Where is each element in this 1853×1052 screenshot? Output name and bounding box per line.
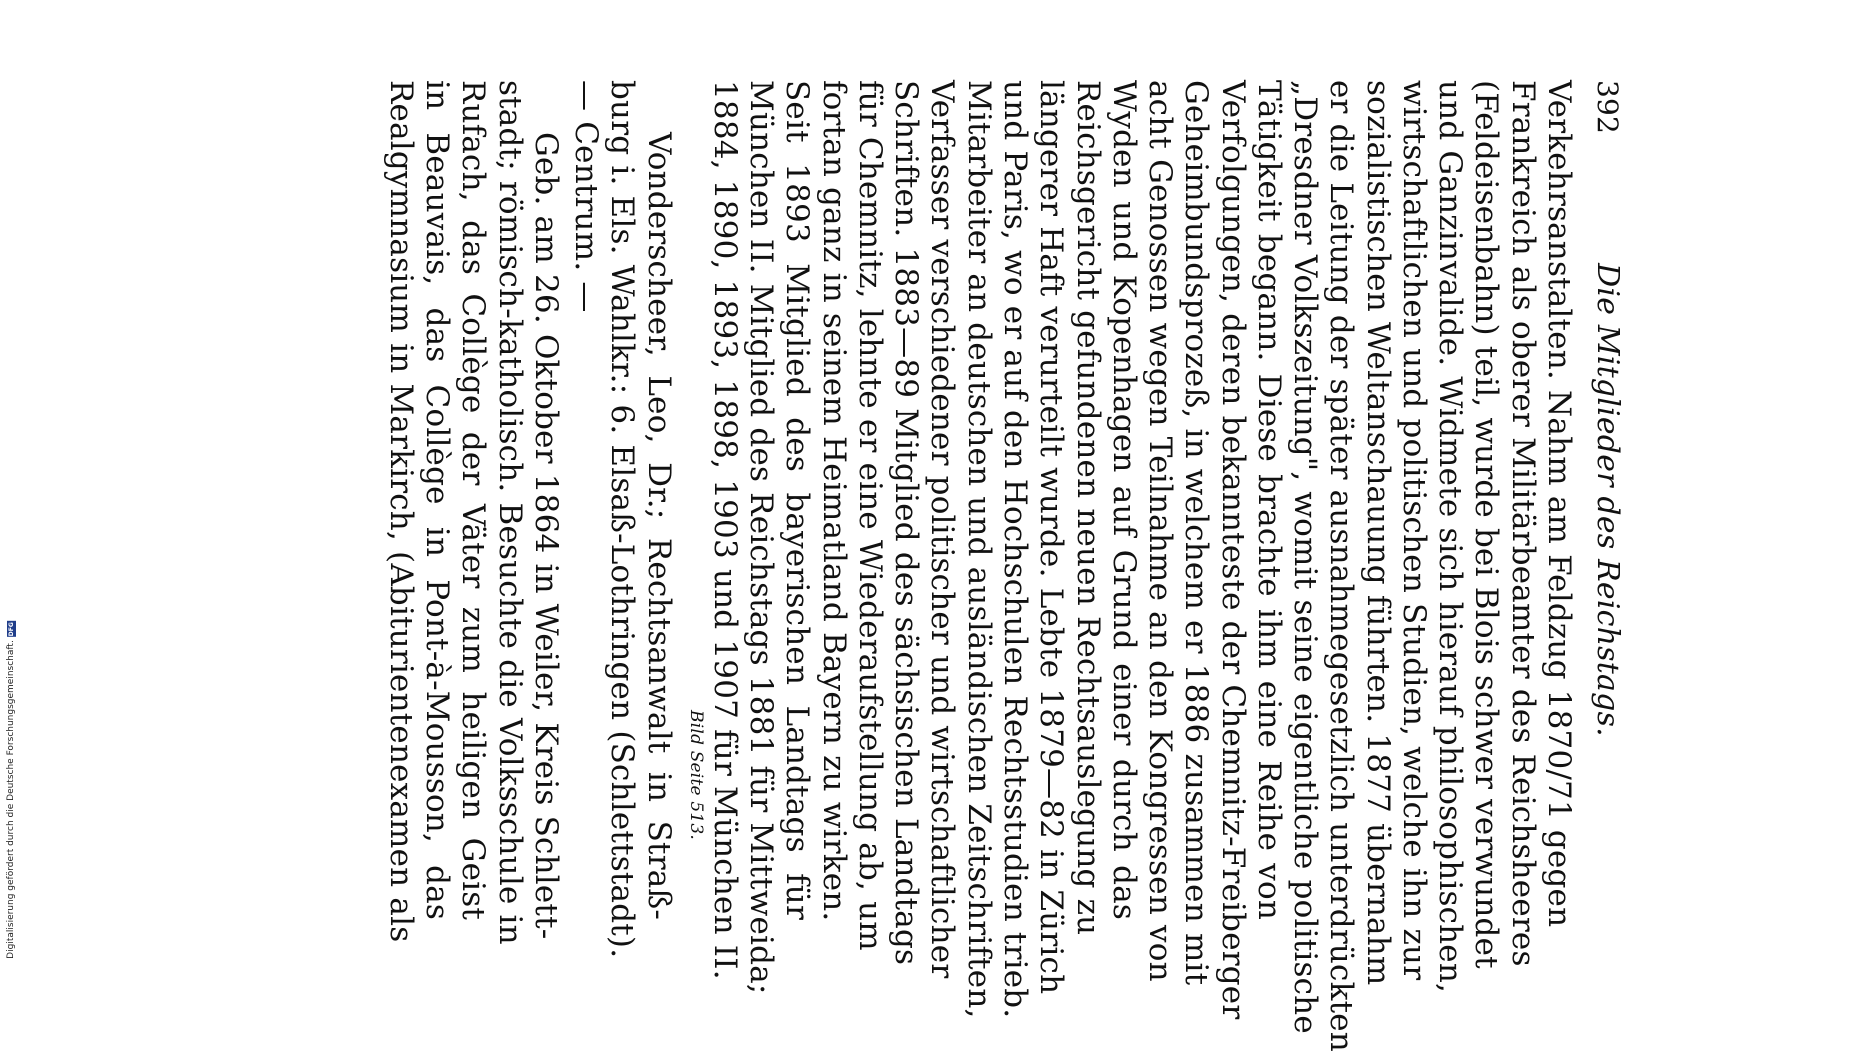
digitization-credit: [0, 0, 22, 1000]
text-line: München II. Mitglied des Reichstags 1881 für Mittweida;: [743, 80, 780, 995]
text-line: Rufach, das Collège der Väter zum heiligen Geist: [455, 80, 492, 920]
text-line: 1884, 1890, 1893, 1898, 1903 und 1907 für München II.: [706, 80, 743, 980]
text-line: er die Leitung der später ausnahmegesetzlich unterdrückten: [1323, 80, 1360, 1052]
text-line: Realgymnasium in Markirch, (Abiturientenexamen als: [382, 80, 419, 943]
entry-vonderscheer-biography: [382, 80, 564, 945]
book-page: [382, 80, 1625, 1052]
text-line: Geheimbundsprozeß, in welchem er 1886 zusammen mit: [1178, 80, 1215, 986]
text-line: Seit 1893 Mitglied des bayerischen Landtags für: [779, 80, 816, 920]
text-line: „Dresdner Volkszeitung", womit seine eigentliche politische: [1287, 80, 1324, 1034]
text-line: acht Genossen wegen Teilnahme an den Kongressen von: [1142, 80, 1179, 982]
page-number: 392: [1591, 80, 1624, 135]
text-line: Geb. am 26. Oktober 1864 in Weiler, Kreis Schlett-: [527, 132, 564, 940]
text-line: Tätigkeit begann. Diese brachte ihm eine Reihe von: [1250, 80, 1287, 920]
picture-reference-note: Bild Seite 513.: [685, 710, 706, 840]
text-line: Frankreich als oberer Militärbeamter des Reichsheeres: [1504, 80, 1541, 967]
text-line: Schriften. 1883—89 Mitglied des sächsischen Landtags: [888, 80, 925, 966]
party-line: — Centrum. —: [568, 80, 605, 313]
text-line: und Ganzinvalide. Widmete sich hierauf philosophischen,: [1432, 80, 1469, 994]
text-line: (Feldeisenbahn) teil, wurde bei Blois schwer verwundet: [1468, 80, 1505, 969]
text-line: Wyden und Kopenhagen auf Grund einer durch das: [1105, 80, 1142, 920]
text-line: in Beauvais, das Collège in Pont-à-Mousson, das: [419, 80, 456, 920]
text-line: Mitarbeiter an deutschen und ausländischen Zeitschriften,: [960, 80, 997, 1019]
running-head: Die Mitglieder des Reichstags.: [1590, 263, 1625, 737]
text-line: burg i. Els. Wahlkr.: 6. Elsaß-Lothringen (Schlettstadt).: [604, 80, 641, 959]
credit-line: [6, 621, 16, 959]
text-line: Reichsgericht gefundenen neuen Rechtsauslegung zu: [1069, 80, 1106, 936]
text-line: Verfolgungen, deren bekannteste der Chemnitz-Freiberger: [1214, 80, 1251, 1020]
text-line: wirtschaftlichen und politischen Studien, welche ihn zur: [1395, 80, 1432, 981]
entry-vonderscheer-header: [568, 80, 677, 959]
text-line: stadt; römisch-katholisch. Besuchte die Volksschule in: [491, 80, 528, 945]
text-line: Verfasser verschiedener politischer und wirtschaftlicher: [924, 80, 961, 979]
text-line: für Chemnitz, lehnte er eine Wiederaufstellung ab, um: [851, 80, 888, 951]
entry-biography-continued: [706, 80, 1577, 1052]
credit-text: Digitalisierung gefördert durch die Deutsche Forschungsgemeinschaft.: [6, 640, 16, 959]
text-line: längerer Haft verurteilt wurde. Lebte 1879—82 in Zürich: [1033, 80, 1070, 995]
entry-name-line: Vonderscheer, Leo, Dr.; Rechtsanwalt in Straß-: [640, 132, 677, 920]
text-line: sozialistischen Weltanschauung führten. 1877 übernahm: [1359, 80, 1396, 986]
dfg-logo-icon: DFG: [7, 622, 15, 637]
text-line: und Paris, wo er auf den Hochschulen Rechtsstudien trieb.: [997, 80, 1034, 1019]
page-header: [1581, 80, 1625, 920]
text-line: fortan ganz in seinem Heimatland Bayern zu wirken.: [815, 80, 852, 922]
text-line: Verkehrsanstalten. Nahm am Feldzug 1870/71 gegen: [1541, 80, 1577, 928]
